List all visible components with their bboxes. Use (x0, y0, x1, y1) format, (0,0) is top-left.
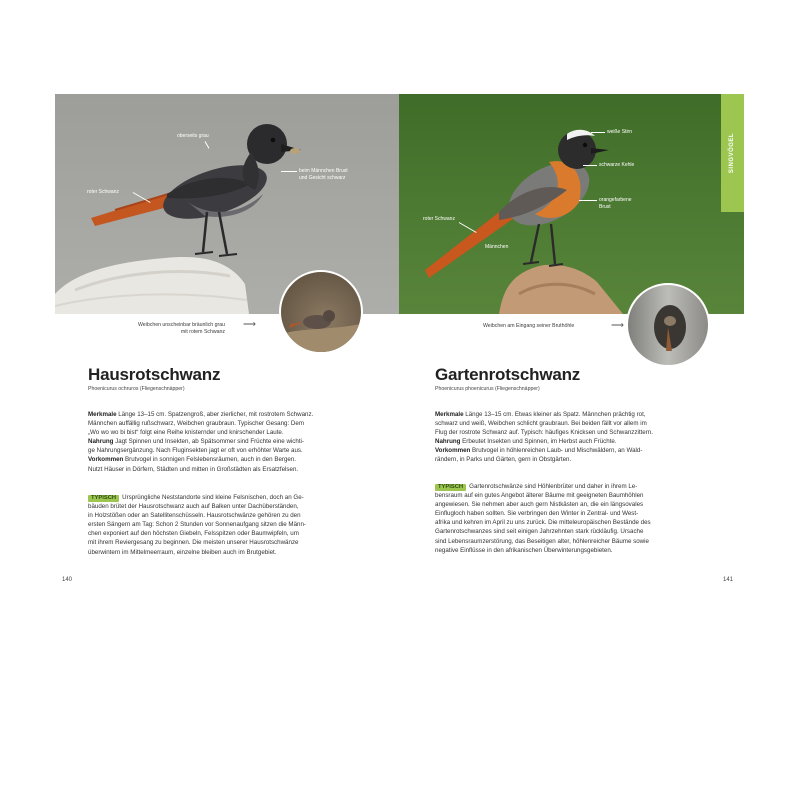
inset-photo-female-common-redstart (626, 283, 710, 367)
inset-photo-female-black-redstart (279, 270, 363, 354)
page-number-left: 140 (62, 577, 73, 583)
typisch-line-2: bensraum auf ein gutes Angebot älterer Bäume mit geeigneten Baumhöhlen (435, 492, 644, 500)
vorkommen-line-2: rändern, in Parks und Gärten, gern in Obstgärten. (435, 456, 572, 464)
merkmale-line-1: Länge 13–15 cm. Spatzengroß, aber zierlicher, mit rostrotem Schwanz. (116, 411, 314, 418)
nahrung-label: Nahrung (435, 438, 461, 446)
typisch-line-6: mit ihrem Reviergesang zu beginnen. Die meisten unserer Hausrotschwänze (88, 539, 299, 547)
species-title-right: Gartenrotschwanz (435, 365, 581, 384)
callout-maennchen: Männchen (485, 244, 509, 250)
photo-common-redstart (399, 94, 744, 314)
nest-hole-illustration (628, 285, 708, 365)
merkmale-line-2: Männchen auffällig rußschwarz, Weibchen graubraun. Typischer Gesang: Dem (88, 420, 304, 428)
typisch-line-4: Einflugloch haben sollten. Sie verbringen den Winter in Zentral- und West- (435, 510, 639, 518)
typisch-line-6: Gartenrotschwanzes sind seit einigen Jahrzehnten stark rückläufig. Ursache (435, 528, 644, 536)
nahrung-line-2: ge Nahrungsergänzung. Nach Fluginsekten jagt er oft von erhöhter Warte aus. (88, 447, 303, 455)
callout-orange-brust-line2: Brust (599, 204, 611, 210)
vorkommen-label: Vorkommen (88, 456, 124, 464)
callout-oberseits-grau: oberseits grau (177, 133, 209, 139)
vorkommen-line-2: Nutzt Häuser in Dörfern, Städten und mitten in Großstädten als Ersatzfelsen. (88, 465, 299, 473)
typisch-line-2: bäuden brütet der Hausrotschwanz auch auf Balken unter Dachüberständen, (88, 503, 299, 511)
typisch-line-3: angewiesen. Sie nehmen aber auch gern Nistkästen an, die ein längsovales (435, 501, 644, 509)
merkmale-line-1: Länge 13–15 cm. Etwas kleiner als Spatz. Männchen prächtig rot, (463, 411, 646, 418)
typisch-box-right (435, 482, 651, 555)
section-tab-label: SINGVÖGEL (729, 132, 736, 174)
description-left (88, 410, 313, 474)
callout-weisse-stirn: weiße Stirn (607, 129, 633, 135)
vorkommen-line-1: Brutvogel in höhlenreichen Laub- und Mischwäldern, an Wald- (470, 447, 643, 455)
typisch-line-5: chen exponiert auf den höchsten Giebeln, Felsspitzen oder Baumwipfeln, um (88, 530, 299, 538)
common-redstart-illustration (399, 94, 744, 314)
female-redstart-illustration (281, 272, 361, 352)
inset-caption-left-line2: mit rotem Schwanz (180, 329, 225, 335)
inset-caption-left (138, 322, 225, 336)
nahrung-line-1: Jagt Spinnen und Insekten, ab Spätsommer sind Früchte eine wichti- (113, 438, 304, 446)
typisch-line-7: überwintern im Mittelmeerraum, einzelne bleiben auch im Brutgebiet. (88, 548, 277, 556)
species-title-left: Hausrotschwanz (88, 365, 221, 384)
typisch-badge: TYPISCH (435, 484, 466, 491)
merkmale-line-3: „Wo wo wo bi bist“ folgt eine Reihe knisternder und knirschender Laute. (88, 429, 284, 437)
callout-roter-schwanz: roter Schwanz (87, 189, 119, 195)
arrow-right-icon: ⟶ (611, 320, 624, 330)
vorkommen-label: Vorkommen (435, 447, 471, 455)
callout-brust-line1: beim Männchen Brust (299, 168, 348, 174)
callout-line (281, 171, 297, 172)
callout-line (591, 132, 605, 133)
species-latin-left: Phoenicurus ochruros (Fliegenschnäpper) (88, 386, 185, 392)
typisch-box-left (88, 493, 306, 557)
inset-caption-right: Weibchen am Eingang seiner Bruthöhle (483, 323, 575, 329)
callout-line (579, 200, 597, 201)
description-right (435, 410, 653, 465)
merkmale-line-2: schwarz und weiß, Weibchen schlicht graubraun. Bei beiden fällt vor allem im (435, 420, 647, 428)
nahrung-line-1: Erbeutet Insekten und Spinnen, im Herbst auch Früchte. (460, 438, 617, 446)
section-tab-singvoegel[interactable] (721, 94, 744, 212)
callout-brust-line2: und Gesicht schwarz (299, 175, 346, 181)
typisch-line-1: Ursprüngliche Neststandorte sind kleine Felsnischen, doch an Ge- (122, 494, 304, 501)
callout-line (583, 165, 597, 166)
nahrung-label: Nahrung (88, 438, 114, 446)
merkmale-label: Merkmale (435, 411, 464, 418)
inset-caption-left-line1: Weibchen unscheinbar bräunlich grau (138, 322, 225, 328)
typisch-line-3: in Holzstößen oder an Satellitenschüsseln. Hausrotschwänze gehören zu den (88, 512, 301, 520)
typisch-line-5: afrika und kehren im April zu uns zurück. Die mitteleuropäischen Bestände des (435, 519, 651, 527)
typisch-line-7: sind Lebensraumzerstörung, das Beseitigen alter, höhlenreicher Bäume sowie (435, 537, 649, 545)
merkmale-line-3: Flug der rostrote Schwanz auf. Typisch: häufiges Knicksen und Schwanzzittern. (435, 429, 653, 437)
callout-schwarze-kehle: schwarze Kehle (599, 162, 635, 168)
callout-roter-schwanz-right: roter Schwanz (423, 216, 455, 222)
typisch-badge: TYPISCH (88, 495, 119, 502)
typisch-line-8: negative Einflüsse in den afrikanischen Überwinterungsgebieten. (435, 546, 613, 554)
merkmale-label: Merkmale (88, 411, 117, 418)
species-latin-right: Phoenicurus phoenicurus (Fliegenschnäpper) (435, 386, 540, 392)
typisch-line-1: Gartenrotschwänze sind Höhlenbrüter und daher in ihrem Le- (469, 483, 638, 490)
vorkommen-line-1: Brutvogel in sonnigen Felslebensräumen, auch in den Bergen. (123, 456, 296, 464)
callout-orange-brust-line1: orangefarbene (599, 197, 632, 203)
typisch-line-4: ersten Sängern am Tag: Schon 2 Stunden vor Sonnenaufgang sitzen die Männ- (88, 521, 306, 529)
page-number-right: 141 (723, 577, 734, 583)
arrow-right-icon: ⟶ (243, 319, 256, 329)
